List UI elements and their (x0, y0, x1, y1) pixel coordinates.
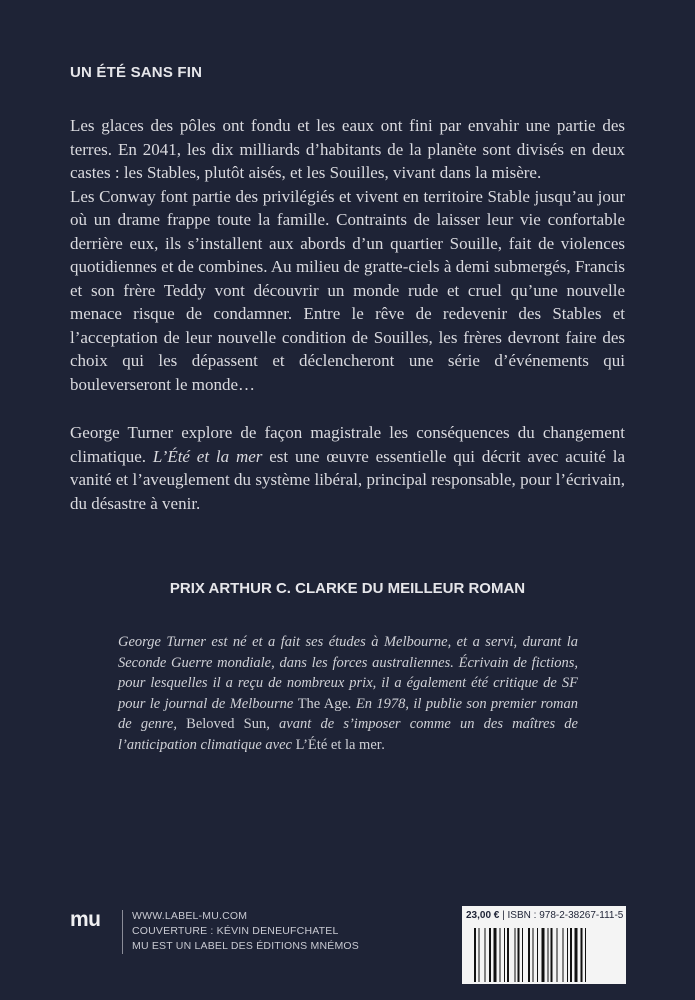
synopsis-p3-start: George Turner explore de façon magistrale les conséquences du changement climatique. (70, 423, 625, 466)
bio-part-4: . (381, 736, 386, 753)
prize-heading: PRIX ARTHUR C. CLARKE DU MEILLEUR ROMAN (169, 580, 526, 597)
bio-part-2: . En 1978, il publie son premier roman de genre, (118, 695, 578, 732)
bio-book-title: L’Été et la mer (295, 736, 382, 753)
cover-credit: COUVERTURE : KÉVIN DENEUFCHATEL (132, 925, 339, 937)
author-bio (118, 632, 578, 755)
publisher-logo: mu (70, 908, 101, 931)
isbn: | ISBN : 978-2-38267-111-5 (502, 910, 624, 921)
bio-part-3: , avant de s’imposer comme un des maîtres de l’anticipation climatique avec (118, 716, 578, 753)
publisher-website: WWW.LABEL-MU.COM (132, 910, 248, 922)
price-isbn-line (466, 910, 626, 921)
bio-journal-name: The Age (297, 695, 348, 712)
bio-first-novel: Beloved Sun (186, 716, 267, 732)
book-title-italic: L’Été et la mer (152, 446, 263, 466)
synopsis-paragraph-3 (70, 421, 625, 515)
synopsis (70, 114, 625, 515)
synopsis-p3-end: est une œuvre essentielle qui décrit avec acuité la vanité et l’aveuglement du système libéral, principal responsable, pour l’écrivain, du désastre à venir. (70, 446, 625, 513)
publisher-info (132, 909, 359, 954)
synopsis-paragraph-2: Les Conway font partie des privilégiés et vivent en territoire Stable jusqu’au jour où un drame frappe toute la famille. Contraints de laisser leur vie confortable derrière eux, ils s’installent aux abords d’un quartier Souille, fait de violences quotidiennes et de combines. Au milieu de gratte-ciels à demi submergés, Francis et son frère Teddy vont découvrir un monde rude et cruel qu’une nouvelle menace risque de condamner. Entre le rêve de redevenir des Stables et l’acceptation de leur nouvelle condition de Souilles, les frères devront faire des choix qui les dépassent et déclencheront une série d’événements qui bouleverseront le monde… (70, 186, 625, 394)
footer-divider (122, 910, 123, 954)
bio-part-1: George Turner est né et a fait ses études à Melbourne, et a servi, durant la Seconde Guerre mondiale, dans les forces australiennes. Écrivain de fictions, pour lesquelles il a reçu de nombreux prix, il a également été critique de SF pour le journal de Melbourne (118, 634, 578, 712)
label-note: MU EST UN LABEL DES ÉDITIONS MNÉMOS (132, 940, 359, 952)
barcode-icon (474, 928, 618, 982)
synopsis-paragraph-1: Les glaces des pôles ont fondu et les eaux ont fini par envahir une partie des terres. En 2041, les dix milliards d’habitants de la planète sont divisés en deux castes : les Stables, plutôt aisés, et les Souilles, vivant dans la misère. (70, 116, 625, 182)
back-cover-title: UN ÉTÉ SANS FIN (70, 64, 203, 81)
price: 23,00 € (466, 910, 500, 921)
